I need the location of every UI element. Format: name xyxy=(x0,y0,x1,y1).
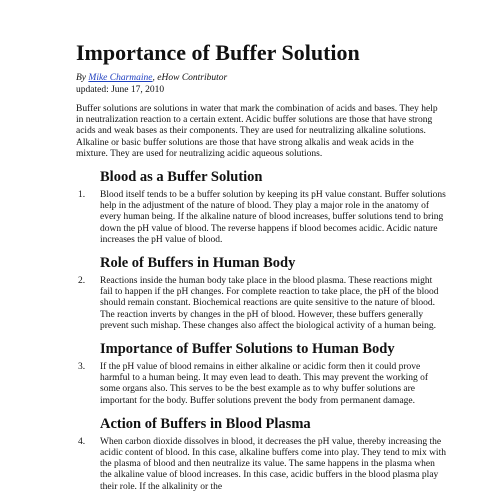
section-heading: Role of Buffers in Human Body xyxy=(100,255,296,272)
intro-paragraph: Buffer solutions are solutions in water that mark the combination of acids and bases. They help in neutralization reaction to a certain extent. Acidic buffer solutions are those that have strong acids and weak bases as their components. They are used for neutralizing alkaline solutions. Alkaline or basic buffer solutions are those that have strong alkalis and weak acids in the mixture. They are used for neutralizing acidic aqueous solutions. xyxy=(76,104,438,159)
byline-suffix: , eHow Contributor xyxy=(152,73,228,83)
list-number: 3. xyxy=(78,362,86,373)
section-3 xyxy=(76,340,447,407)
section-heading: Blood as a Buffer Solution xyxy=(100,169,263,186)
byline-prefix: By xyxy=(76,73,89,83)
section-4 xyxy=(76,415,447,493)
list-item-text: Blood itself tends to be a buffer solution by keeping its pH value constant. Buffer solutions help in the adjustment of the nature of blood. They play a major role in the anatomy of every human being. If the alkaline nature of blood increases, buffer solutions tend to bring down the pH value of blood. The reverse happens if blood becomes acidic. Acidic nature increases the pH value of blood. xyxy=(100,190,446,245)
section-heading: Importance of Buffer Solutions to Human Body xyxy=(100,341,395,358)
document-title: Importance of Buffer Solution xyxy=(76,40,360,65)
list-item xyxy=(76,276,447,332)
list-number: 1. xyxy=(78,190,86,201)
byline xyxy=(76,72,447,84)
list-item xyxy=(76,362,447,407)
section-heading: Action of Buffers in Blood Plasma xyxy=(100,415,311,432)
list-item-text: Reactions inside the human body take place in the blood plasma. These reactions might fail to happen if the pH changes. For complete reaction to take place, the pH of the blood should remain constant. Biochemical reactions are quite sensitive to the nature of blood. The reaction inverts by changes in the pH of blood. However, these buffers generally prevent such mishap. These changes also affect the biological activity of a human being. xyxy=(100,276,439,331)
list-item-text: If the pH value of blood remains in either alkaline or acidic form then it could prove harmful to a human being. It may even lead to death. This may prevent the working of some organs also. This serves to be the best example as to why buffer solutions are important for the body. Buffer solutions prevent the body from permanent damage. xyxy=(100,362,429,406)
section-1 xyxy=(76,168,447,246)
list-item xyxy=(76,437,447,493)
author-link[interactable]: Mike Charmaine xyxy=(88,73,153,83)
list-number: 2. xyxy=(78,276,86,287)
list-number: 4. xyxy=(78,436,86,447)
section-2 xyxy=(76,254,447,332)
updated-date: updated: June 17, 2010 xyxy=(76,85,165,95)
list-item xyxy=(76,190,447,246)
list-item-text: When carbon dioxide dissolves in blood, it decreases the pH value, thereby increasing the acidic content of blood. In this case, alkaline buffers come into play. They tend to mix with the plasma of blood and then neutralize its value. The same happens in the plasma when the alkaline value of blood increases. In this case, acidic buffers in the blood plasma play their role. If the alkalinity or the xyxy=(100,436,446,492)
